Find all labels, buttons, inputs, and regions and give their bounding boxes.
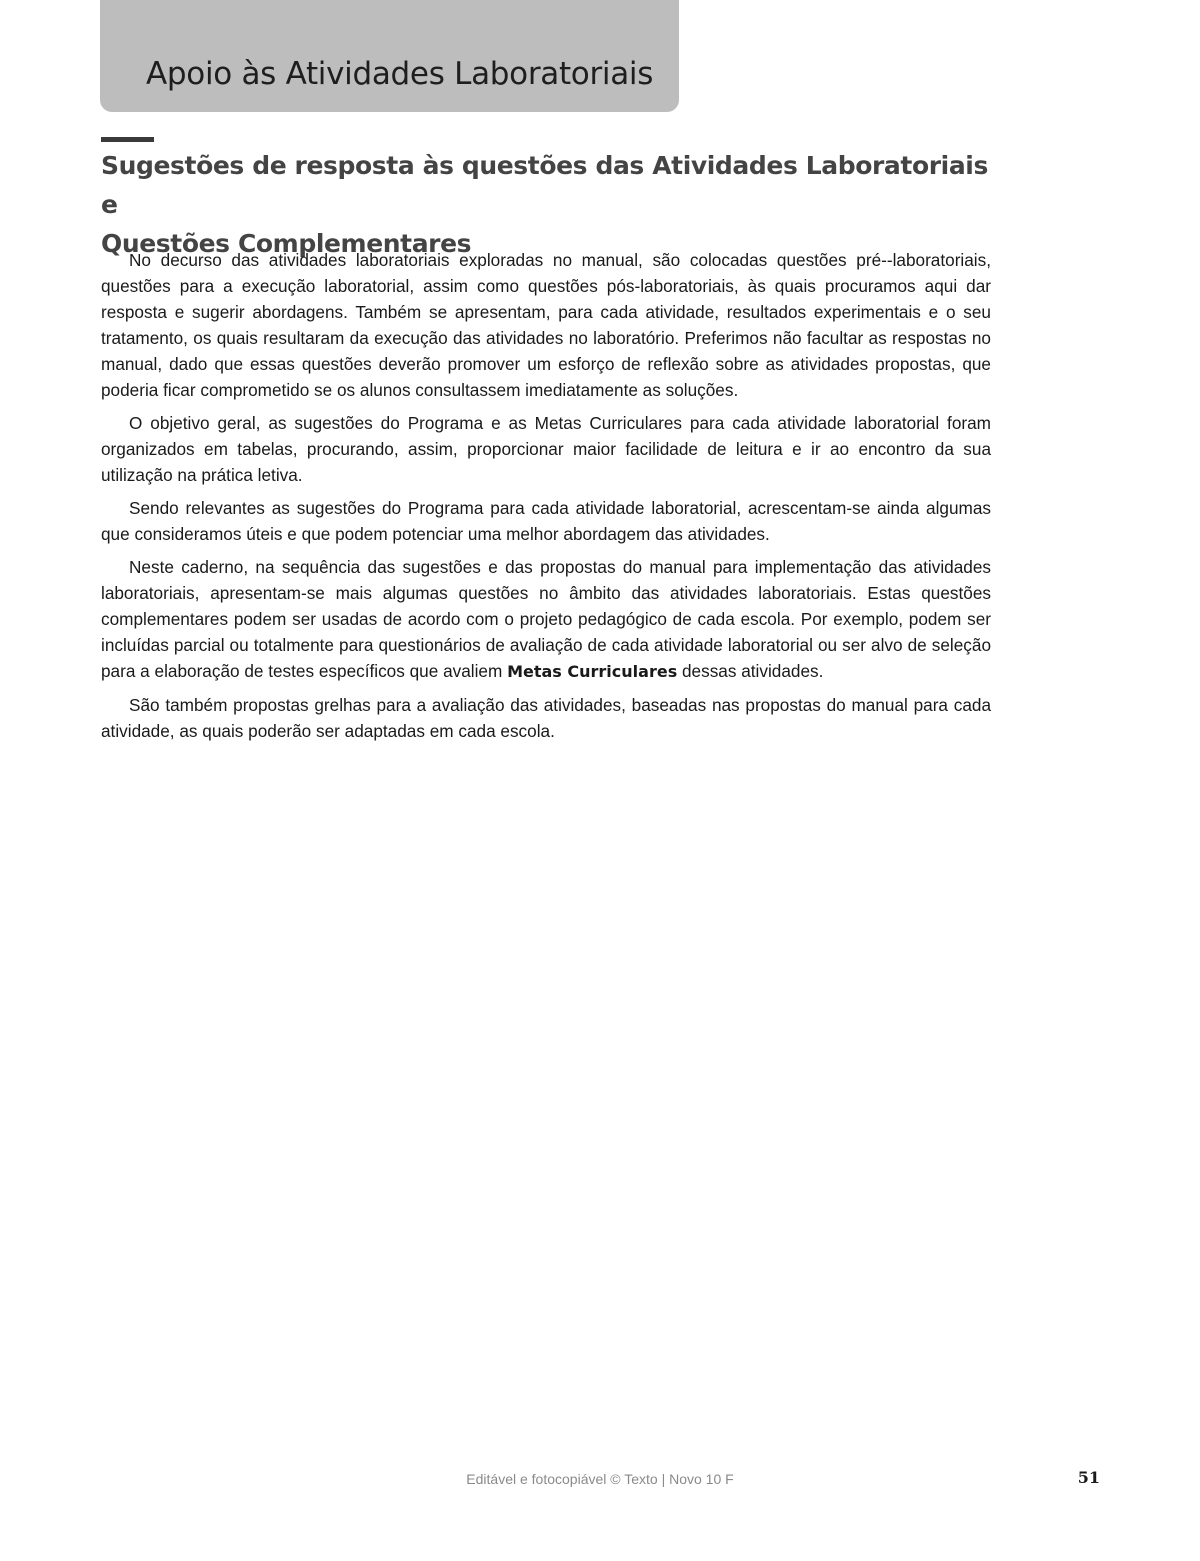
paragraph-4	[101, 554, 991, 685]
paragraph-4-text-start: Neste caderno, na sequência das sugestões e das propostas do manual para implementação das atividades laboratoriais, apresentam-se mais algumas questões no âmbito das atividades laboratoriais. Estas questões complementares podem ser usadas de acordo com o projeto pedagógico de cada escola. Por exemplo, podem ser incluídas parcial ou totalmente para questionários de avaliação de cada atividade laboratorial ou ser alvo de seleção para a elaboração de testes específicos que avaliem	[101, 557, 991, 681]
metas-curriculares-emphasis: Metas Curriculares	[507, 662, 678, 681]
section-heading-line-2: Questões Complementares	[101, 229, 472, 258]
paragraph-2: O objetivo geral, as sugestões do Programa e as Metas Curriculares para cada atividade laboratorial foram organizados em tabelas, procurando, assim, proporcionar maior facilidade de leitura e ir ao encontro da sua utilização na prática letiva.	[101, 413, 991, 485]
paragraph-4-text-end: dessas atividades.	[677, 661, 824, 681]
heading-accent-bar	[101, 137, 154, 142]
header-tab	[100, 0, 679, 112]
paragraph-3: Sendo relevantes as sugestões do Programa para cada atividade laboratorial, acrescentam-se ainda algumas que consideramos úteis e que podem potenciar uma melhor abordagem das atividades.	[101, 498, 991, 544]
section-heading	[101, 146, 1001, 263]
page-number: 51	[1077, 1468, 1100, 1487]
paragraph-1: No decurso das atividades laboratoriais exploradas no manual, são colocadas questões pré--laboratoriais, questões para a execução laboratorial, assim como questões pós-laboratoriais, às quais procuramos aqui dar resposta e sugerir abordagens. Também se apresentam, para cada atividade, resultados experimentais e o seu tratamento, os quais resultaram da execução das atividades no laboratório. Preferimos não facultar as respostas no manual, dado que essas questões deverão promover um esforço de reflexão sobre as atividades propostas, que poderia ficar comprometido se os alunos consultassem imediatamente as soluções.	[101, 250, 991, 400]
paragraph-5: São também propostas grelhas para a avaliação das atividades, baseadas nas propostas do manual para cada atividade, as quais poderão ser adaptadas em cada escola.	[101, 695, 991, 741]
header-title: Apoio às Atividades Laboratoriais	[146, 56, 654, 92]
footer-credit: Editável e fotocopiável © Texto | Novo 10 F	[466, 1471, 734, 1487]
section-heading-line-1: Sugestões de resposta às questões das Atividades Laboratoriais e	[101, 151, 988, 219]
body-text	[101, 247, 991, 751]
